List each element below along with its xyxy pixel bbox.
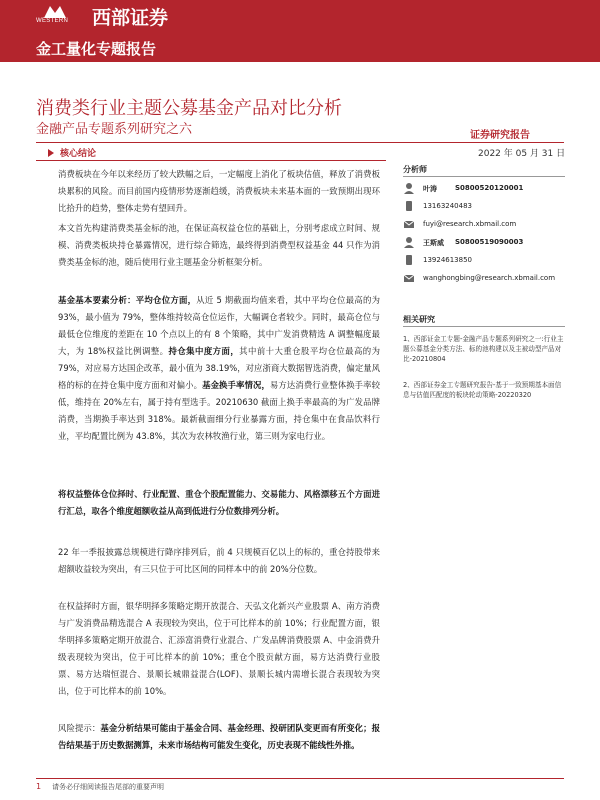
related-divider [403, 326, 565, 327]
p3-lead-3: 基金换手率情况， [202, 380, 270, 390]
analyst-1 [403, 182, 565, 196]
analyst-email[interactable]: fuyi@research.xbmail.com [423, 220, 517, 228]
section-header [36, 146, 386, 160]
p3-text: 从近 5 期截面均值来看，其中平均仓位最高的为 93%，最小值为 79%，整体维持较高仓位运作，大幅调仓者较少。同时，最高仓位与最低仓位维度的差距在 10 个点以上的有 8 个策略，其中广发消费精选 A 调整幅度最大，为 18%权益比例调整。 [58, 295, 381, 356]
analyst-2 [403, 236, 565, 250]
page-number: 1 [36, 782, 42, 791]
triangle-bullet-icon [48, 149, 54, 157]
email-icon [403, 218, 415, 230]
report-title: 消费类行业主题公募基金产品对比分析 [36, 98, 342, 119]
summary-paragraph-5: 22 年一季报披露总规模进行降序排列后，前 4 只规模百亿以上的标的，重仓持股带来超额收益较为突出，有三只位于可比区间的同样本中的前 20%分位数。 [58, 547, 380, 574]
footer-divider [36, 778, 564, 779]
risk-label: 风险提示： [58, 723, 101, 733]
related-item[interactable]: 2、西部证券金工专题研究报告-基于一致预期基本面信息与估值匹配度的板块轮动策略-20220320 [403, 381, 562, 399]
analysts-heading: 分析师 [403, 165, 427, 174]
report-category: 金工量化专题报告 [36, 40, 157, 58]
summary-paragraph-6: 在权益择时方面，银华明择多策略定期开放混合、天弘文化新兴产业股票 A、南方消费与广发消费品精选混合 A 表现较为突出，位于可比样本的前 10%；行业配置方面，银华明择多策略定期开放混合、汇添富消费行业混合、广发品牌消费股票 A、中金消费升级表现较为突出，位于可比样本的前 10%；重仓个股贡献方面，易方达消费行业股票、易方达瑞恒混合、景顺长城鼎益混合(LOF)、景顺长城内需增长混合表现较为突出，位于可比样本的前 10%。 [58, 601, 380, 696]
related-item[interactable]: 1、西部证金工专题-金融产品专题系列研究之一:行业主题公募基金分类方法、标的池构建以及主被动型产品对比-20210804 [403, 335, 564, 363]
analyst-name: 叶涛 [423, 185, 437, 193]
person-icon [403, 236, 415, 248]
summary-paragraph-2: 本文首先构建消费类基金标的池，在保证高权益仓位的基础上，分别考虑成立时间、规模、消费类板块持仓暴露情况，进行综合筛选，最终得到消费型权益基金 44 只作为消费类基金标的池，随后使用行业主题基金分析框架分析。 [58, 223, 380, 267]
analyst-code: S0800520120001 [455, 184, 524, 192]
risk-warning [58, 720, 380, 754]
section-divider [36, 160, 386, 161]
phone-icon [403, 200, 415, 212]
analyst-phone: 13924613850 [423, 256, 472, 264]
analysts-divider [403, 176, 565, 177]
logo-icon [44, 4, 66, 18]
report-type: 证券研究报告 [470, 130, 530, 141]
logo-text: WESTERN [36, 18, 69, 24]
section-label: 核心结论 [60, 149, 97, 159]
phone-icon [403, 254, 415, 266]
title-divider [36, 142, 564, 143]
p3-lead-2: 持仓集中度方面， [168, 346, 240, 356]
analyst-phone: 13163240483 [423, 202, 472, 210]
p3-text-2: 其中前十大重仓股平均仓位最高的为 79%，对应易方达国企改革，最小值为 38.19%，对应浙商大数据智选消费，偏定量风格的标的在持仓集中度方面和对偏小。 [58, 346, 381, 390]
summary-paragraph-1: 消费板块在今年以来经历了较大跌幅之后，一定幅度上消化了板块估值，释放了消费板块累积的风险。而目前国内疫情形势逐渐趋缓，消费板块未来基本面的一致预期出现环比拾升的趋势，整体走势有望回升。 [58, 169, 380, 213]
analyst-name: 王斯威 [423, 239, 444, 247]
summary-paragraph-3 [58, 292, 380, 445]
footer-disclaimer: 请务必仔细阅读报告尾部的重要声明 [52, 783, 164, 791]
brand-name: 西部证券 [92, 7, 169, 29]
related-research-heading: 相关研究 [403, 315, 435, 324]
analyst-code: S0800519090003 [455, 238, 524, 246]
p3-lead: 基金基本要素分析：平均仓位方面， [58, 295, 197, 305]
report-header [0, 0, 600, 62]
p3-text-3: 易方达消费行业整体换手率较低，维持在 20%左右，属于持有型选手。20210630 截面上换手率最高的为广发品牌消费，当期换手率达到 318%。最新截面细分行业暴露方面，持仓集中在食品饮料行业，平均配置比例为 43.8%，其次为农林牧渔行业，第三则为家电行业。 [58, 380, 381, 441]
person-icon [403, 182, 415, 194]
analyst-email[interactable]: wanghongbing@research.xbmail.com [423, 274, 556, 282]
risk-text: 基金分析结果可能由于基金合同、基金经理、投研团队变更而有所变化；报告结果基于历史数据测算，未来市场结构可能发生变化，历史表现不能线性外推。 [58, 723, 381, 750]
summary-paragraph-4: 将权益整体仓位择时、行业配置、重仓个股配置能力、交易能力、风格漂移五个方面进行汇总，取各个维度超额收益从高到低进行分位数排列分析。 [58, 489, 380, 516]
email-icon [403, 272, 415, 284]
report-series: 金融产品专题系列研究之六 [36, 122, 193, 137]
report-date: 2022 年 05 月 31 日 [478, 149, 566, 159]
